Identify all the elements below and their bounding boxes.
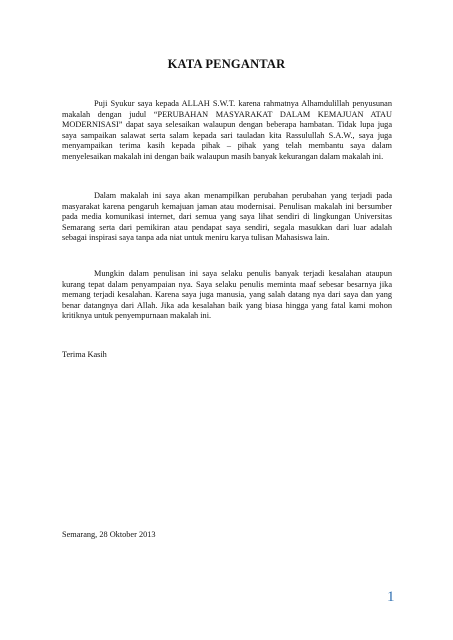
page-number: 1	[387, 589, 395, 605]
paragraph-apology: Mungkin dalam penulisan ini saya selaku penulis banyak terjadi kesalahan ataupun kurang tepat dalam penyampaian nya. Saya selaku penulis meminta maaf sebesar besarnya jika memang terjadi kesalahan. Karena saya juga manusia, yang salah datang nya dari saya dan yang benar datangnya dari Allah. Jika ada kesalahan baik yang biasa hingga yang fatal kami mohon kritiknya untuk penyempurnaan makalah ini.	[62, 269, 392, 321]
place-and-date: Semarang, 28 Oktober 2013	[62, 530, 156, 539]
paragraph-opening: Puji Syukur saya kepada ALLAH S.W.T. karena rahmatnya Alhamdulillah penyusunan makalah dengan judul “PERUBAHAN MASYARAKAT DALAM KEMAJUAN ATAU MODERNISASI” dapat saya selesaikan walaupun dengan beberapa hambatan. Tidak lupa juga saya sampaikan salawat serta salam kepada sari tauladan kita Rassulullah S.A.W., saya juga menyampaikan terima kasih kepada pihak – pihak yang telah membantu saya dalam menyelesaikan makalah ini dengan baik walaupun masih banyak kekurangan dalam makalah ini.	[62, 99, 392, 161]
closing-text: Terima Kasih	[62, 350, 107, 359]
page-title: KATA PENGANTAR	[167, 57, 286, 71]
paragraph-content: Dalam makalah ini saya akan menampilkan perubahan perubahan yang terjadi pada masyarakat karena pengaruh kemajuan jaman atau modernisai. Penulisan makalah ini bersumber pada media komunikasi internet, dari semua yang saya lihat sendiri di lingkungan Universitas Semarang serta dari pemikiran atau pendapat saya sendiri, segala masukkan dari luar adalah sebagai inspirasi saya tanpa ada niat untuk meniru karya tulisan Mahasiswa lain.	[62, 191, 392, 243]
